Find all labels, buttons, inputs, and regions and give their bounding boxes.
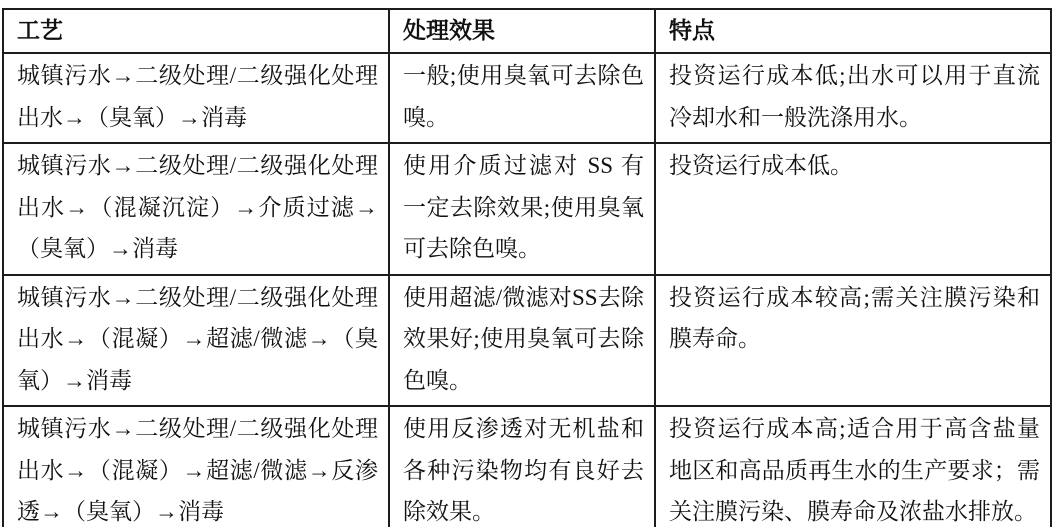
header-effect: 处理效果 — [389, 9, 655, 53]
table-row — [3, 275, 1051, 407]
table-row — [3, 143, 1051, 275]
process-cell: 城镇污水→二级处理/二级强化处理出水→（混凝）→超滤/微滤→反渗透→（臭氧）→消毒 — [3, 406, 389, 527]
table-header-row — [3, 9, 1051, 53]
effect-cell: 使用反渗透对无机盐和各种污染物均有良好去除效果。 — [389, 406, 655, 527]
effect-cell: 一般;使用臭氧可去除色嗅。 — [389, 53, 655, 143]
table-row — [3, 406, 1051, 527]
header-process: 工艺 — [3, 9, 389, 53]
reclaimed-water-process-table — [2, 8, 1052, 527]
features-cell: 投资运行成本高;适合用于高含盐量地区和高品质再生水的生产要求；需关注膜污染、膜寿命及浓盐水排放。 — [655, 406, 1051, 527]
features-cell: 投资运行成本低。 — [655, 143, 1051, 275]
process-cell: 城镇污水→二级处理/二级强化处理出水→（混凝沉淀）→介质过滤→（臭氧）→消毒 — [3, 143, 389, 275]
table-row — [3, 53, 1051, 143]
process-cell: 城镇污水→二级处理/二级强化处理出水→（臭氧）→消毒 — [3, 53, 389, 143]
features-cell: 投资运行成本低;出水可以用于直流冷却水和一般洗涤用水。 — [655, 53, 1051, 143]
effect-cell: 使用超滤/微滤对SS去除效果好;使用臭氧可去除色嗅。 — [389, 275, 655, 407]
header-features: 特点 — [655, 9, 1051, 53]
effect-cell: 使用介质过滤对 SS 有一定去除效果;使用臭氧可去除色嗅。 — [389, 143, 655, 275]
features-cell: 投资运行成本较高;需关注膜污染和膜寿命。 — [655, 275, 1051, 407]
process-cell: 城镇污水→二级处理/二级强化处理出水→（混凝）→超滤/微滤→（臭氧）→消毒 — [3, 275, 389, 407]
